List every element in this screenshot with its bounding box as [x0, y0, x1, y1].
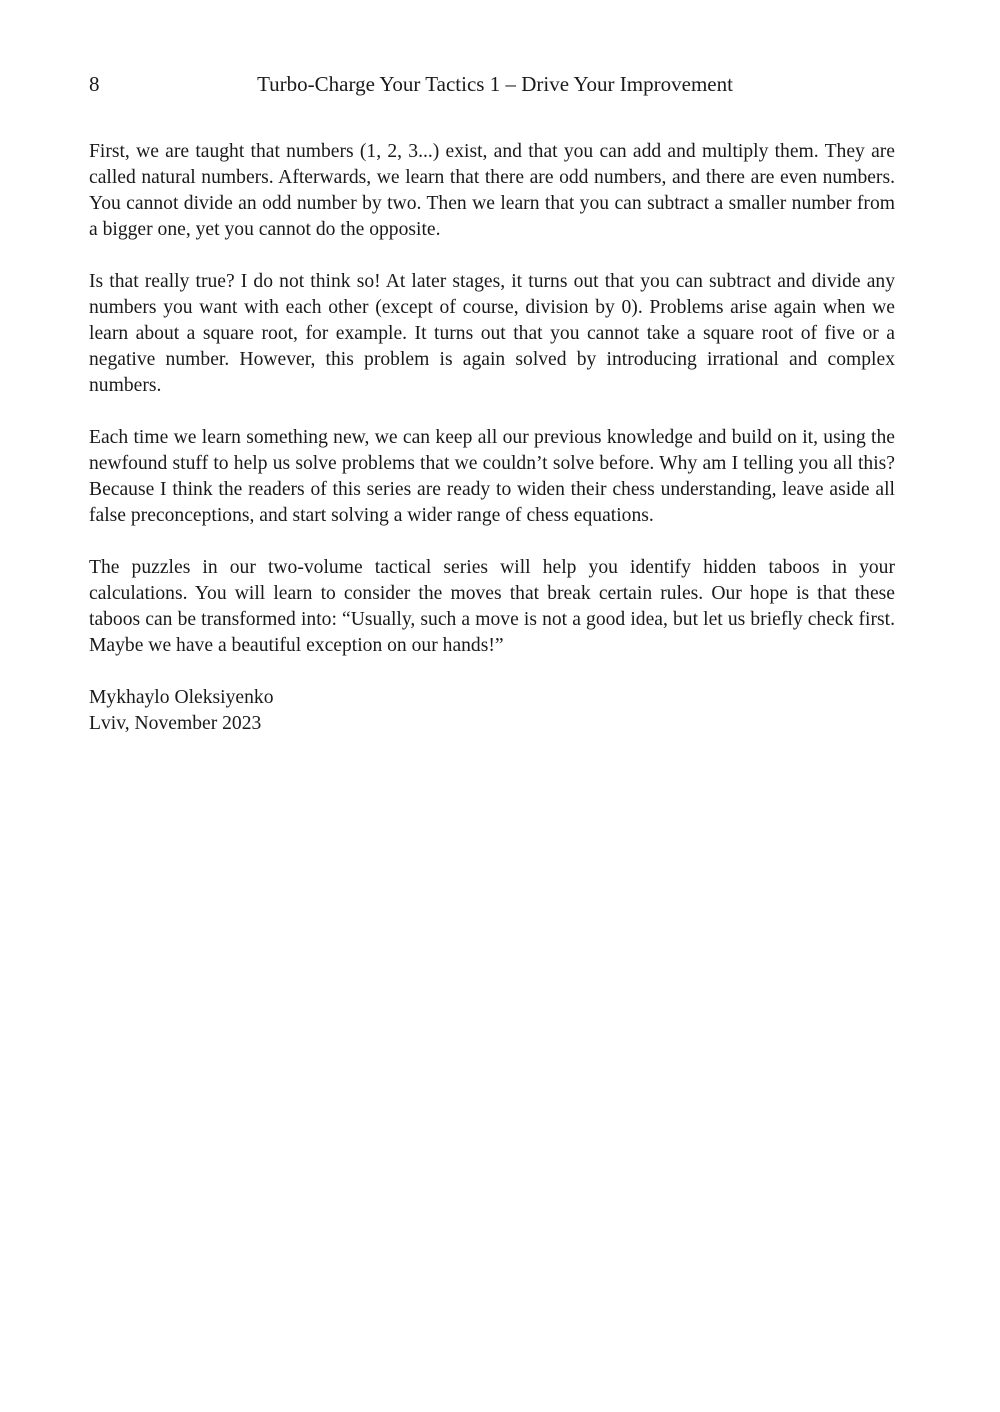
running-title: Turbo-Charge Your Tactics 1 – Drive Your Improvement [257, 72, 733, 96]
author-name: Mykhaylo Oleksiyenko [89, 687, 274, 708]
page-number: 8 [89, 72, 100, 96]
place-date: Lviv, November 2023 [89, 713, 262, 734]
body-text [89, 139, 895, 737]
paragraph: Is that really true? I do not think so! At later stages, it turns out that you can subtract and divide any numbers you want with each other (except of course, division by 0). Problems arise again when we learn about a square root, for example. It turns out that you cannot take a square root of five or a negative number. However, this problem is again solved by introducing irrational and complex numbers. [89, 271, 895, 396]
paragraph: Each time we learn something new, we can keep all our previous knowledge and build on it, using the newfound stuff to help us solve problems that we couldn’t solve before. Why am I telling you all this? Because I think the readers of this series are ready to widen their chess understanding, leave aside all false preconceptions, and start solving a wider range of chess equations. [89, 427, 895, 526]
paragraph: The puzzles in our two-volume tactical series will help you identify hidden taboos in your calculations. You will learn to consider the moves that break certain rules. Our hope is that these taboos can be transformed into: “Usually, such a move is not a good idea, but let us briefly check first. Maybe we have a beautiful exception on our hands!” [89, 557, 895, 656]
running-header [89, 70, 895, 100]
paragraph: First, we are taught that numbers (1, 2, 3...) exist, and that you can add and multiply them. They are called natural numbers. Afterwards, we learn that there are odd numbers, and there are even numbers. You cannot divide an odd number by two. Then we learn that you can subtract a smaller number from a bigger one, yet you cannot do the opposite. [89, 141, 895, 240]
signature-block [89, 685, 895, 737]
